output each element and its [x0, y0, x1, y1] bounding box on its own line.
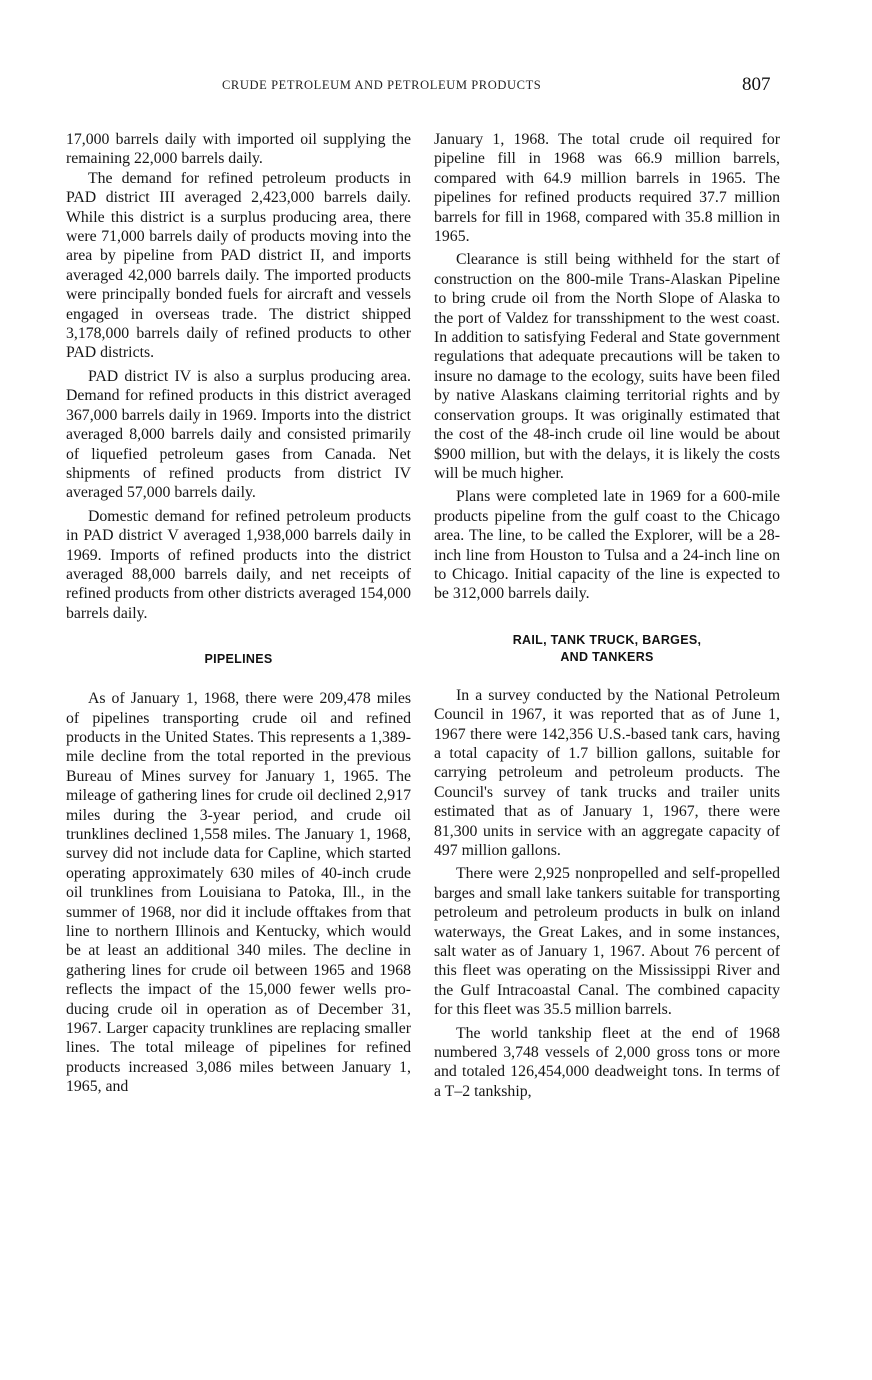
left-column [66, 130, 411, 1097]
running-head: CRUDE PETROLEUM AND PETROLEUM PRODUCTS [222, 78, 542, 92]
paragraph: As of January 1, 1968, there were 209,478 miles of pipelines transporting crude oil and refined products in the United States. This represents a 1,389-mile decline from the total reported in the previous Bureau of Mines survey for January 1, 1965. The mileage of gathering lines for crude oil declined 2,917 miles during the 3-year period, and crude oil trunklines declined 1,558 miles. The January 1, 1968, survey did not include data for Capline, which started operating approximately 630 miles of 40-inch crude oil trunklines from Louisiana to Patoka, Ill., in the summer of 1968, nor did it include offtakes from that line to northern Illinois and Kentucky, which would be at least an additional 340 miles. The decline in gathering lines for crude oil between 1965 and 1968 reflects the impact of the 15,000 fewer wells producing crude oil in operation as of December 31, 1967. Larger capacity trunklines are replacing smaller lines. The total mileage of pipelines for refined products increased 3,086 miles between January 1, 1965, and [66, 690, 411, 1096]
section-heading-rail [434, 632, 780, 666]
paragraph: The demand for refined petroleum products in PAD district III averaged 2,423,000 barrels daily. While this district is a surplus producing area, there were 71,000 barrels daily of products moving into the area by pipeline from PAD district II, and imports averaged 42,000 barrels daily. The imported products were principally bonded fuels for aircraft and vessels engaged in overseas trade. The district shipped 3,178,000 barrels daily of refined products to other PAD districts. [66, 169, 411, 362]
paragraph: In a survey conducted by the National Petroleum Council in 1967, it was reported that as of June 1, 1967 there were 142,356 U.S.-based tank cars, having a total capacity of 1.7 billion gallons, suitable for carrying petroleum and petroleum products. The Council's survey of tank trucks and trailer units estimated that as of January 1, 1967, there were 81,300 units in service with an aggregate capacity of 497 million gallons. [434, 686, 780, 859]
paragraph: There were 2,925 nonpropelled and self-propelled barges and small lake tankers suitable for transporting petroleum and petroleum products in bulk on inland waterways, the Great Lakes, and in some instances, salt water as of January 1, 1967. About 76 percent of this fleet was operating on the Mississippi River and the Gulf Intracoastal Canal. The combined capacity for this fleet was 35.5 million barrels. [434, 865, 780, 1019]
paragraph: Plans were completed late in 1969 for a 600-mile products pipeline from the gulf coast to the Chicago area. The line, to be called the Explorer, will be a 28-inch line from Houston to Tulsa and a 24-inch line on to Chicago. Initial capacity of the line is expected to be 312,000 barrels daily. [434, 488, 780, 603]
heading-line: RAIL, TANK TRUCK, BARGES, [512, 632, 702, 647]
paragraph: The world tankship fleet at the end of 1968 numbered 3,748 vessels of 2,000 gross tons or more and totaled 126,454,000 deadweight tons. In terms of a T–2 tankship, [434, 1024, 780, 1100]
right-column [434, 130, 780, 1101]
heading-line: AND TANKERS [560, 649, 654, 664]
paragraph: 17,000 barrels daily with imported oil supplying the remaining 22,000 barrels daily. [66, 131, 411, 168]
paragraph: PAD district IV is also a surplus producing area. Demand for refined products in this district averaged 367,000 barrels daily in 1969. Imports into the district averaged 8,000 barrels daily and consisted primarily of liquefied petroleum gases from Canada. Net shipments of refined products from district IV averaged 57,000 barrels daily. [66, 367, 411, 502]
page-number: 807 [742, 74, 771, 95]
section-heading-pipelines: PIPELINES [204, 652, 273, 667]
paragraph: Domestic demand for refined petroleum products in PAD district V averaged 1,938,000 barrels daily in 1969. Imports of refined products into the district averaged 88,000 barrels daily, and net receipts of refined products from other districts averaged 154,000 barrels daily. [66, 507, 411, 622]
paragraph: Clearance is still being withheld for the start of construction on the 800-mile Trans-Alaskan Pipeline to bring crude oil from the North Slope of Alaska to the port of Valdez for transshipment to the west coast. In addition to satisfying Federal and State government regulations that adequate precautions will be taken to insure no damage to the ecology, suits have been filed by native Alaskans claiming territorial rights and by conservation groups. It was originally estimated that the cost of the 48-inch crude oil line would be about $900 million, but with the delays, it is likely the costs will be much higher. [434, 251, 780, 482]
paragraph: January 1, 1968. The total crude oil required for pipeline fill in 1968 was 66.9 million barrels, compared with 64.9 million barrels in 1965. The pipelines for refined products required 37.7 million barrels for fill in 1968, compared with 35.8 million in 1965. [434, 131, 780, 246]
